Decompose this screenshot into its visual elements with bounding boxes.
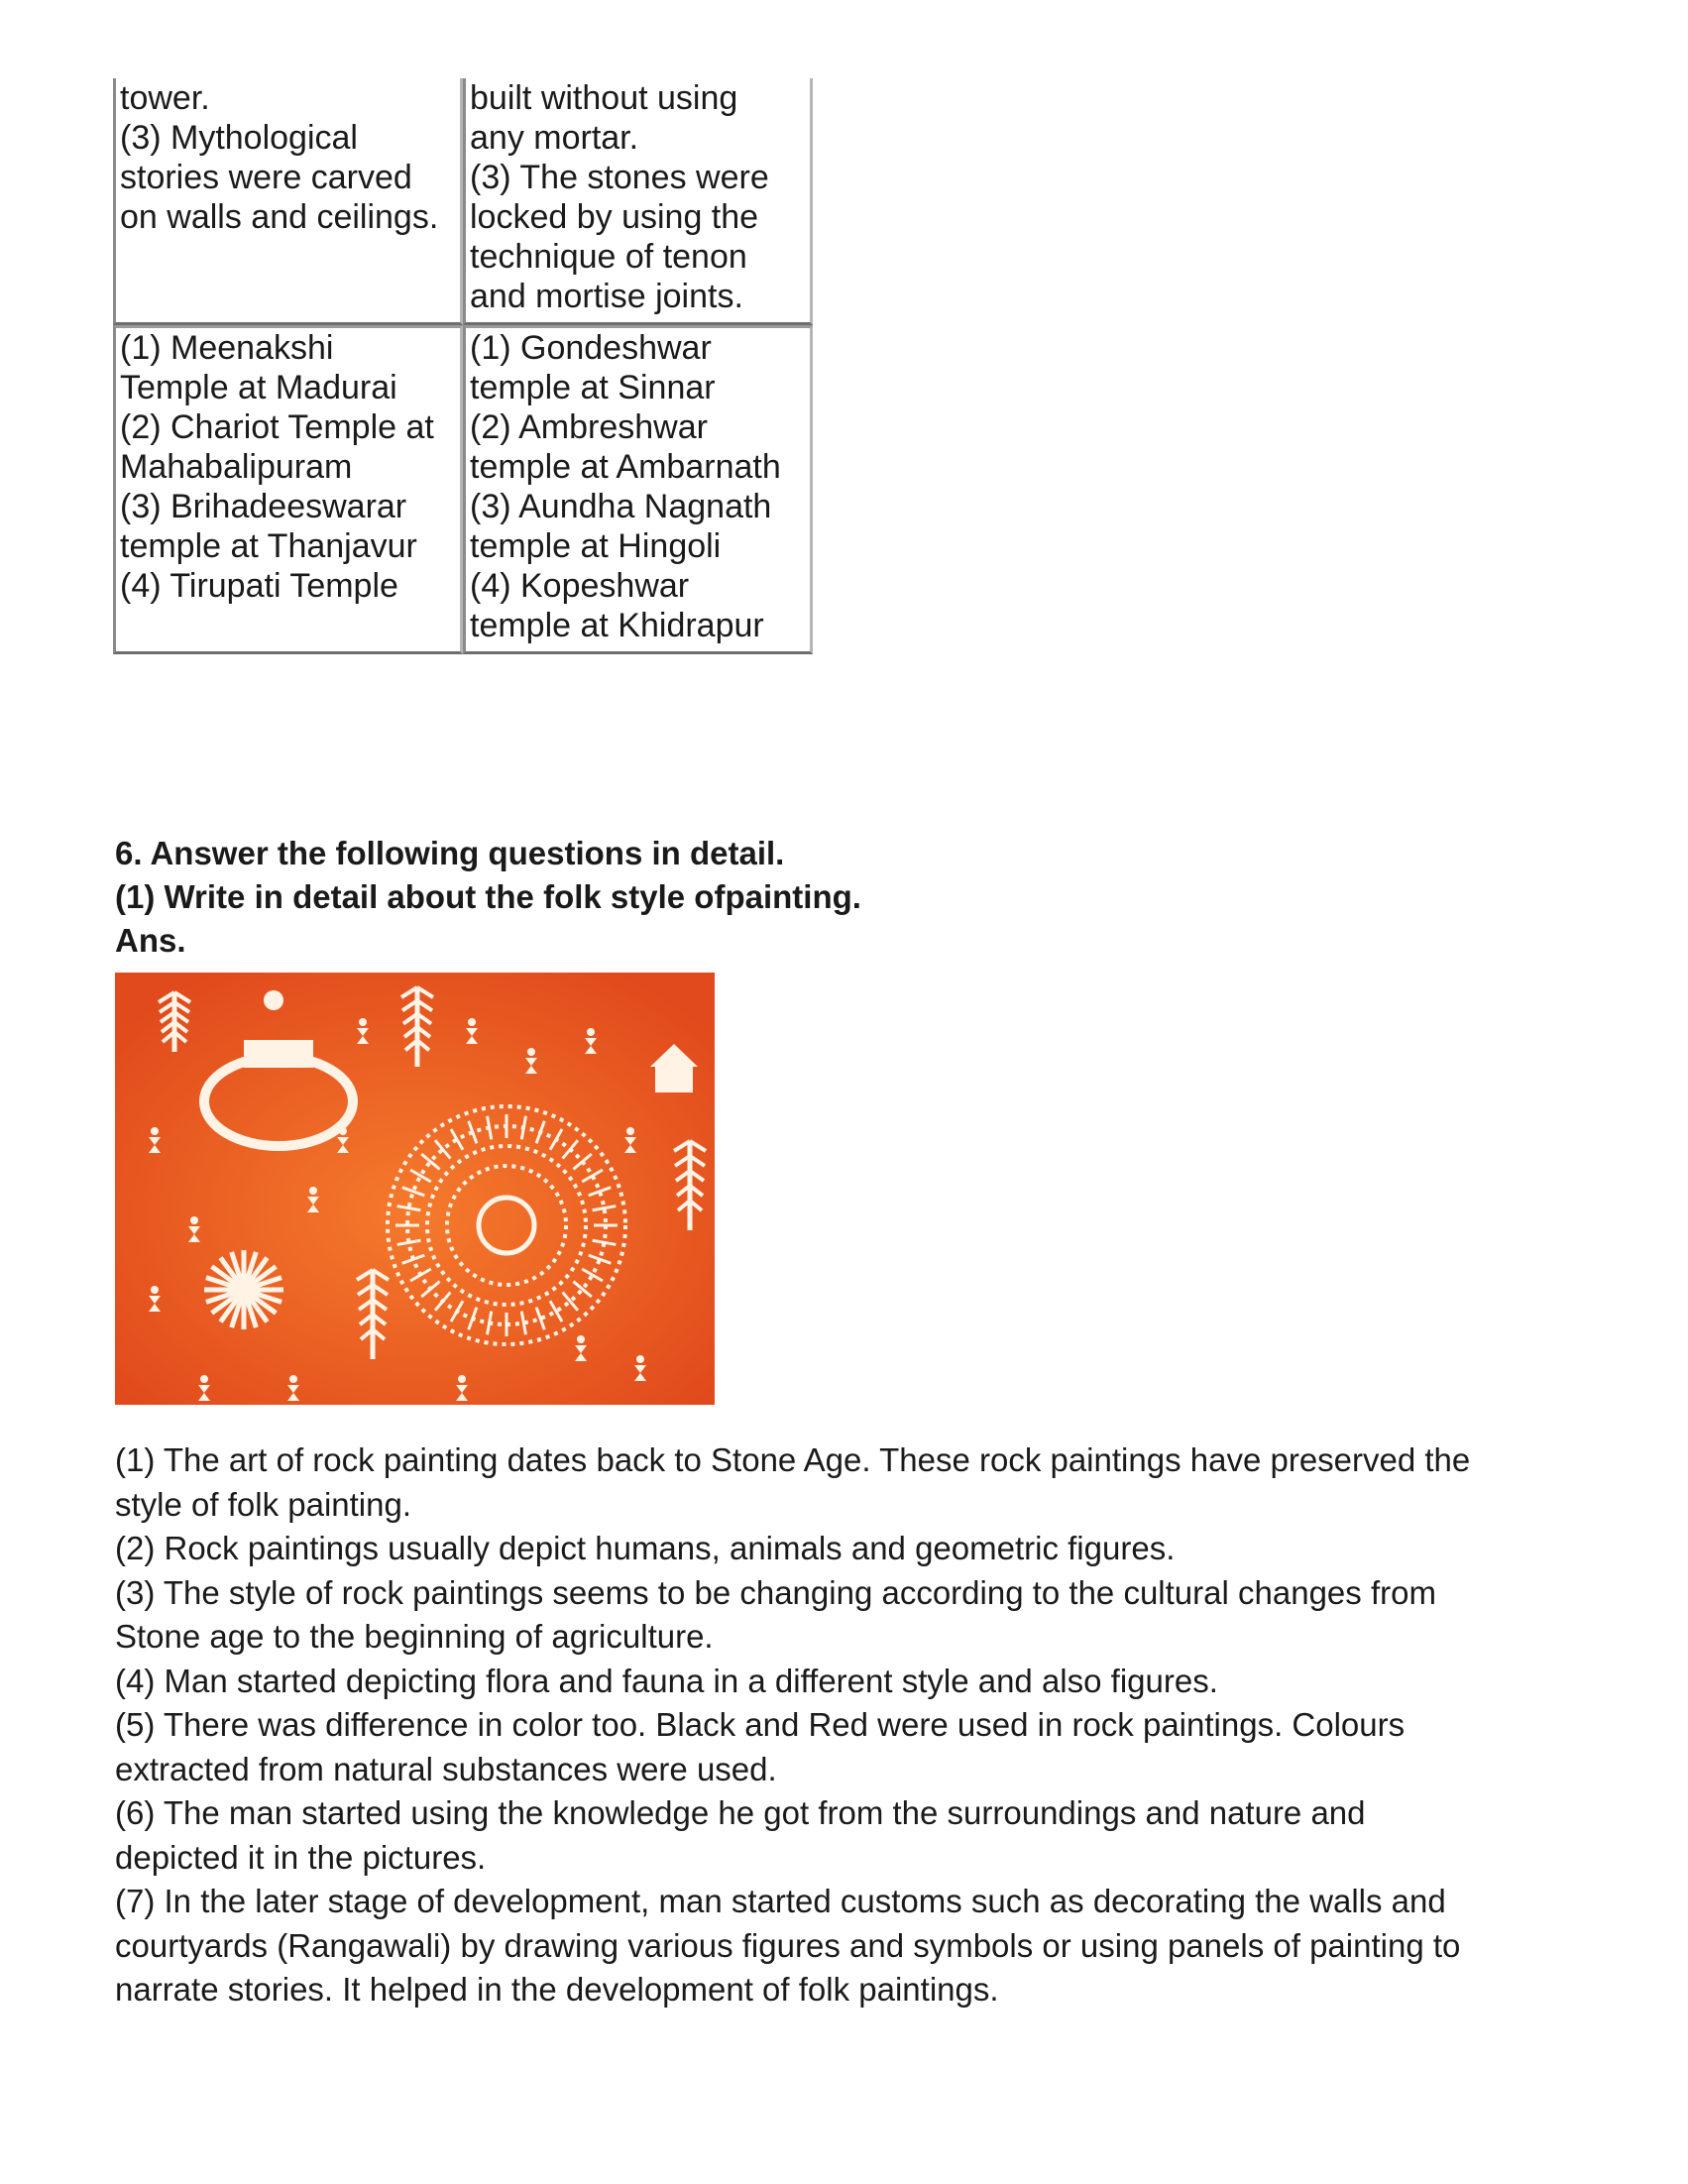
sun-shape — [264, 990, 283, 1010]
cell-line: locked by using the — [470, 198, 759, 236]
section-heading: 6. Answer the following questions in detail. — [115, 835, 785, 871]
stick-figure-head — [151, 1127, 159, 1135]
answer-line: (1) The art of rock painting dates back to Stone Age. These rock paintings have preserved the — [115, 1441, 1471, 1478]
answer-line: style of folk painting. — [115, 1485, 411, 1523]
cell-line: any mortar. — [470, 119, 639, 157]
stick-figure-head — [359, 1018, 367, 1026]
stick-figure-head — [151, 1286, 159, 1294]
stick-figure-head — [309, 1187, 317, 1195]
stick-figure-head — [339, 1127, 347, 1135]
cell-line: Mahabalipuram — [120, 448, 353, 486]
cell-line: (3) Brihadeeswarar — [120, 488, 407, 525]
cell-line: (4) Tirupati Temple — [120, 567, 398, 605]
warli-painting-image — [115, 973, 715, 1405]
cell-line: (2) Ambreshwar — [470, 408, 708, 446]
cell-line: temple at Khidrapur — [470, 607, 764, 644]
stick-figure-head — [587, 1028, 595, 1036]
stick-figure-head — [289, 1375, 297, 1383]
stick-figure-head — [200, 1375, 208, 1383]
stick-figure-head — [468, 1018, 476, 1026]
stick-figure-head — [626, 1127, 634, 1135]
cell-line: stories were carved — [120, 159, 412, 196]
cell-line: Temple at Madurai — [120, 369, 397, 406]
house-roof — [244, 1040, 313, 1068]
answer-line: (5) There was difference in color too. Black and Red were used in rock paintings. Colours — [115, 1706, 1406, 1743]
cell-line: tower. — [120, 79, 210, 117]
cell-line: technique of tenon — [470, 238, 747, 276]
table-cell-examples-left — [113, 325, 463, 654]
cell-line: (3) Aundha Nagnath — [470, 488, 772, 525]
stick-figure-head — [190, 1216, 198, 1224]
cell-line: on walls and ceilings. — [120, 198, 439, 236]
cell-line: and mortise joints. — [470, 278, 743, 315]
stick-figure-head — [458, 1375, 466, 1383]
hut-shape — [655, 1067, 693, 1092]
answer-line: courtyards (Rangawali) by drawing various figures and symbols or using panels of painting to — [115, 1926, 1461, 1964]
answer-line: extracted from natural substances were used. — [115, 1750, 777, 1787]
stick-figure-head — [636, 1355, 644, 1363]
cell-line: temple at Sinnar — [470, 369, 716, 406]
cell-line: (1) Gondeshwar — [470, 329, 712, 367]
cell-line: (3) Mythological — [120, 119, 358, 157]
answer-line: (7) In the later stage of development, man started customs such as decorating the walls and — [115, 1883, 1446, 1919]
table-row — [113, 78, 813, 325]
table-row — [113, 325, 813, 654]
answer-line: depicted it in the pictures. — [115, 1838, 487, 1876]
answer-text — [115, 1438, 1602, 2012]
temple-comparison-table — [113, 78, 813, 654]
stick-figure-head — [577, 1335, 585, 1343]
cell-line: (4) Kopeshwar — [470, 567, 690, 605]
answer-label: Ans. — [115, 922, 186, 959]
stick-figure-head — [527, 1048, 535, 1056]
cell-line: (2) Chariot Temple at — [120, 408, 434, 446]
answer-line: Stone age to the beginning of agriculture. — [115, 1618, 714, 1655]
table-cell-features-left — [113, 78, 463, 325]
answer-line: (3) The style of rock paintings seems to be changing according to the cultural changes from — [115, 1573, 1436, 1611]
answer-line: (4) Man started depicting flora and fauna in a different style and also figures. — [115, 1662, 1218, 1699]
cell-line: built without using — [470, 79, 738, 117]
answer-line: (6) The man started using the knowledge he got from the surroundings and nature and — [115, 1794, 1366, 1831]
cell-line: temple at Hingoli — [470, 527, 722, 565]
cell-line: temple at Thanjavur — [120, 527, 417, 565]
table-cell-features-right — [463, 78, 813, 325]
answer-line: (2) Rock paintings usually depict humans, animals and geometric figures. — [115, 1530, 1176, 1566]
cell-line: (1) Meenakshi — [120, 329, 334, 367]
question-heading: (1) Write in detail about the folk style ofpainting. — [115, 878, 861, 915]
cell-line: temple at Ambarnath — [470, 448, 781, 486]
cell-line: (3) The stones were — [470, 159, 769, 196]
table-cell-examples-right — [463, 325, 813, 654]
answer-line: narrate stories. It helped in the development of folk paintings. — [115, 1971, 999, 2008]
